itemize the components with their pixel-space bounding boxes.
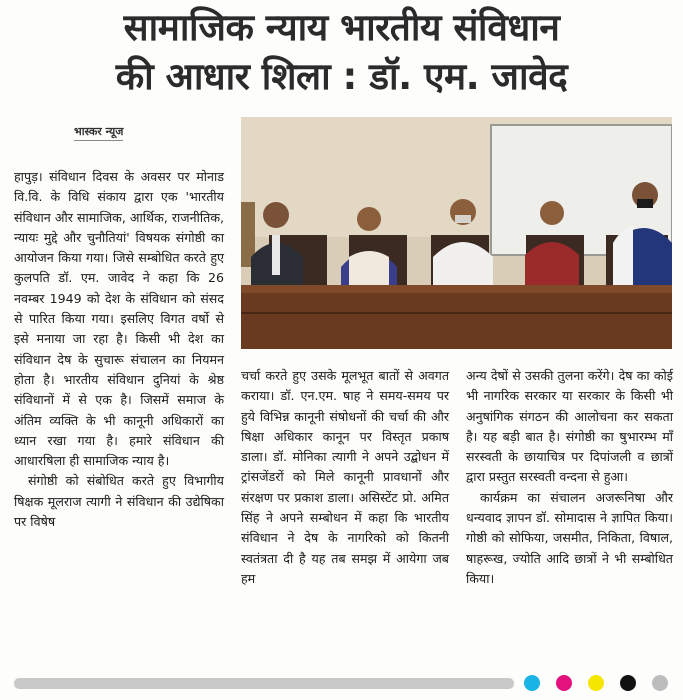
- event-photo-illustration: [241, 117, 672, 349]
- article-column-1: [14, 167, 224, 532]
- column-1-paragraph-2: संगोष्ठी को संबोधित करते हुए विभागीय षिक्षक मूलराज त्यागी ने संविधान की उद्येषिका पर विषेष: [14, 473, 224, 530]
- event-photo: [241, 117, 672, 349]
- article-column-2: [241, 366, 449, 589]
- headline-line-2: की आधार शिला : डॉ. एम. जावेद: [115, 55, 568, 98]
- registration-dot-black: [620, 675, 636, 691]
- headline-line-1: सामाजिक न्याय भारतीय संविधान: [123, 6, 560, 49]
- column-3-paragraph-2: कार्यक्रम का संचालन अजरूनिषा और धन्यवाद ज्ञापन डॉ. सोमादास ने ज्ञापित किया। गोष्ठी को सोफिया, जसमीत, निकिता, विषाल, षाहरूख, ज्योति आदि छात्रों ने भी सम्बोधित किया।: [466, 489, 673, 586]
- column-2-paragraph-1: चर्चा करते हुए उसके मूलभूत बातों से अवगत कराया। डॉ. एन.एम. षाह ने समय-समय पर हुये विभिन्न कानूनी संषोधनों की चर्चा की और षिक्षा अधिकार कानून पर विस्तृत प्रकाष डाला। डॉ. मोनिका त्यागी ने अपने उद्बोधन में ट्रांसजेंडरों को मिले कानूनी प्रावधानों और संरक्षण पर प्रकाश डाला। असिस्टेंट प्रो. अमित सिंह ने अपने सम्बोधन में कहा कि भारतीय संविधान ने देष के नागरिको को कितनी स्वतंत्रता दी है यह तब समझ में आयेगा जब हम: [241, 368, 449, 586]
- registration-dot-gray: [652, 675, 668, 691]
- print-registration-strip: [14, 678, 514, 689]
- registration-dot-yellow: [588, 675, 604, 691]
- article-column-3: [466, 366, 673, 589]
- byline: भास्कर न्यूज: [74, 124, 123, 141]
- registration-dot-cyan: [524, 675, 540, 691]
- column-3-paragraph-1: अन्य देषों से उसकी तुलना करेंगे। देष का कोई भी नागरिक सरकार या सरकार के किसी भी अनुषांगिक संगठन की आलोचना कर सकता है। यह बड़ी बात है। संगोष्ठी का षुभारम्भ माँ सरस्वती के छायाचित्र पर दिपांजली व छात्रों द्वारा प्रस्तुत सरस्वती वन्दना से हुआ।: [466, 368, 673, 485]
- headline: [0, 4, 683, 102]
- column-1-paragraph-1: हापुड़। संविधान दिवस के अवसर पर मोनाड वि.वि. के विधि संकाय द्वारा एक 'भारतीय संविधान और सामाजिक, आर्थिक, राजनीतिक, न्यायः मुद्दे और चुनौतियां' विषयक संगोष्ठी का आयोजन किया गया। जिसे सम्बोधित करते हुए कुलपति डॉ. एम. जावेद ने कहा कि 26 नवम्बर 1949 को देश के संविधान को संसद से पारित किया गया। इसलिए विगत वर्षो से इसे मनाया जा रहा है। किसी भी देश का संविधान देष के सुचारू संचालन का नियमन होता है। भारतीय संविधान दुनियां के श्रेष्ठ संविधानों में से एक है। जिसमें समाज के अंतिम व्यक्ति के भी कानूनी अधिकारों का ध्यान रखा गया है। हमारे संविधान की आधारषिला ही सामाजिक न्याय है।: [14, 169, 224, 469]
- registration-dot-magenta: [556, 675, 572, 691]
